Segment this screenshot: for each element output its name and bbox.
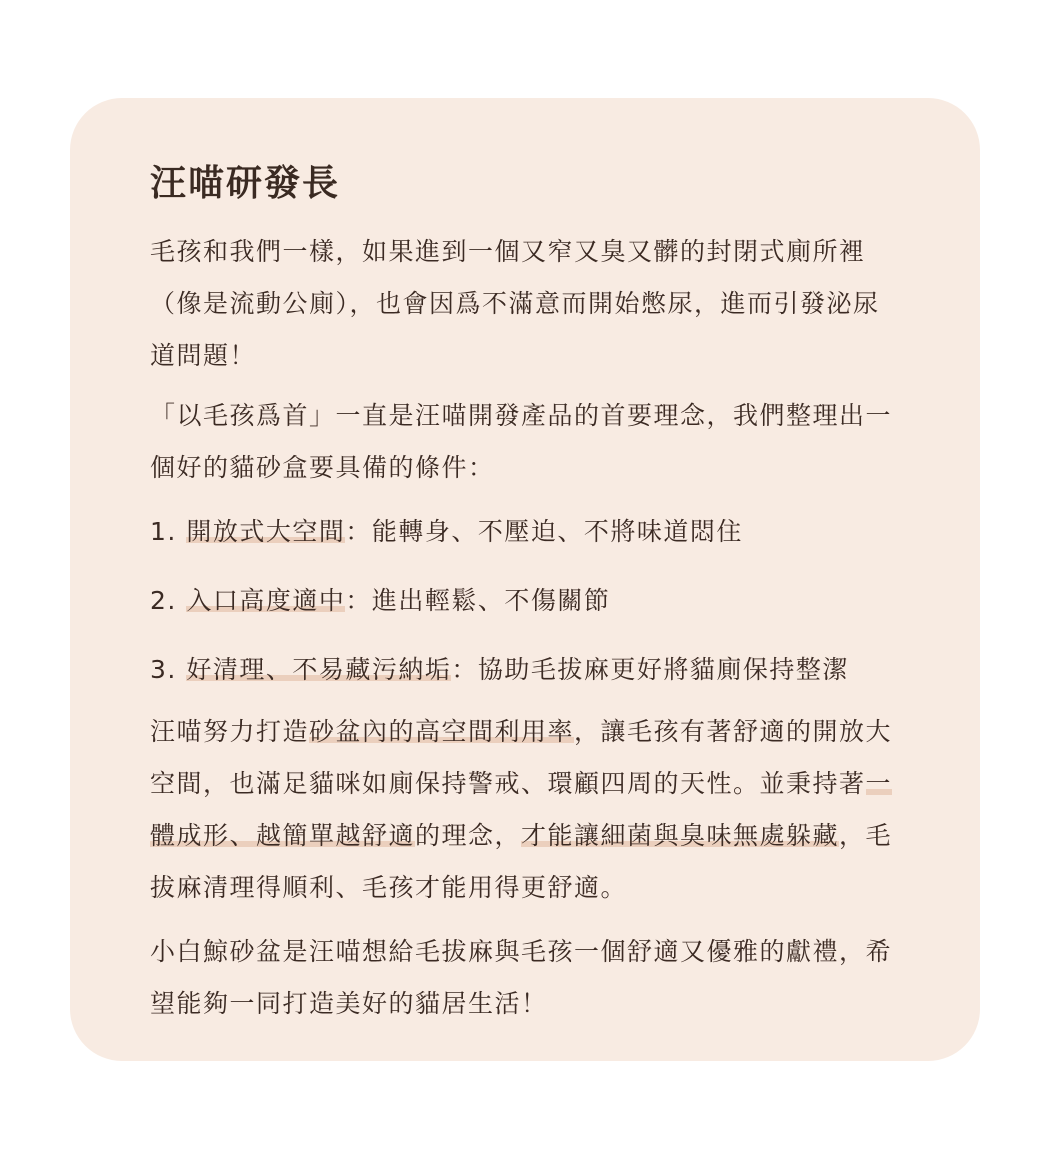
list-item: [150, 575, 900, 627]
paragraph-philosophy: 「以毛孩爲首」一直是汪喵開發產品的首要理念，我們整理出一個好的貓砂盒要具備的條件：: [150, 401, 893, 482]
highlighted-text: 好清理、不易藏污納垢: [186, 655, 452, 684]
highlighted-text: 開放式大空間: [186, 517, 346, 546]
highlighted-text: 砂盆內的高空間利用率: [309, 717, 575, 746]
info-card: [70, 98, 980, 1061]
list-item: [150, 644, 900, 696]
highlighted-text: 才能讓細菌與臭味無處躲藏: [521, 821, 840, 850]
highlighted-text: 一體成形、越簡單越舒適: [150, 769, 893, 850]
highlighted-text: 入口高度適中: [186, 586, 346, 615]
item-text: ：協助毛拔麻更好將貓廁保持整潔: [451, 655, 849, 684]
text-segment: 的理念，: [415, 821, 522, 850]
item-text: ：進出輕鬆、不傷關節: [345, 586, 611, 615]
text-segment: 汪喵努力打造: [150, 717, 310, 746]
item-text: ：能轉身、不壓迫、不將味道悶住: [345, 517, 743, 546]
paragraph-intro: 毛孩和我們一樣，如果進到一個又窄又臭又髒的封閉式廁所裡（像是流動公廁），也會因爲不滿意而開始憋尿，進而引發泌尿道問題！: [150, 237, 880, 370]
item-number: 3.: [150, 655, 187, 684]
card-title: 汪喵研發長: [150, 163, 341, 204]
text-segment: ，毛拔麻清理得順利、毛孩才能用得更舒適。: [150, 821, 893, 902]
paragraph-design: [150, 706, 900, 914]
item-number: 2.: [150, 586, 187, 615]
text-segment: ，讓毛孩有著舒適的開放大空間，也滿足貓咪如廁保持警戒、環顧四周的天性。並秉持著: [150, 717, 893, 798]
list-item: [150, 506, 900, 558]
paragraph-closing: 小白鯨砂盆是汪喵想給毛拔麻與毛孩一個舒適又優雅的獻禮，希望能夠一同打造美好的貓居生活！: [150, 937, 893, 1018]
item-number: 1.: [150, 517, 187, 546]
